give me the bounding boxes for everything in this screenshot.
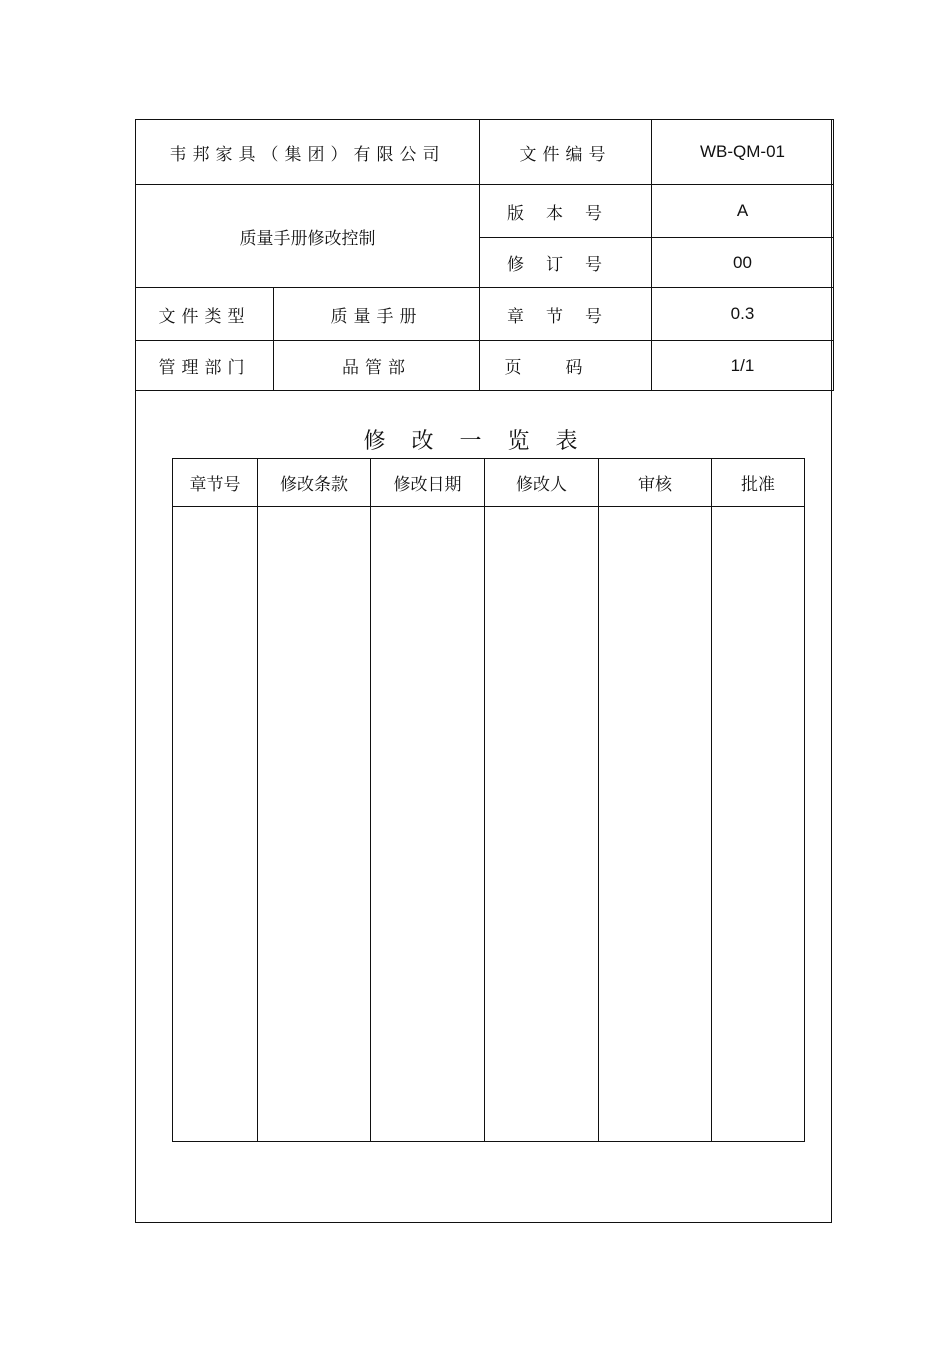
- page-value: 1/1: [652, 341, 834, 391]
- department-value: 品管部: [274, 341, 480, 391]
- revision-log-table: [172, 458, 805, 1142]
- column-header: 修改日期: [371, 459, 485, 507]
- page-label: 页码: [480, 341, 652, 391]
- doc-number-value: WB-QM-01: [652, 120, 834, 185]
- table-cell: [258, 507, 371, 1142]
- table-cell: [485, 507, 599, 1142]
- revision-label: 修订号: [480, 238, 652, 288]
- table-row: [173, 507, 805, 1142]
- column-header: 章节号: [173, 459, 258, 507]
- revision-log-title: 修改一览表: [363, 429, 604, 454]
- doc-type-label: 文件类型: [136, 288, 274, 341]
- department-label: 管理部门: [136, 341, 274, 391]
- table-cell: [371, 507, 485, 1142]
- table-cell: [599, 507, 712, 1142]
- section-label: 章节号: [480, 288, 652, 341]
- doc-number-label: 文件编号: [480, 120, 652, 185]
- table-cell: [712, 507, 805, 1142]
- section-value: 0.3: [652, 288, 834, 341]
- column-header: 审核: [599, 459, 712, 507]
- version-value: A: [652, 185, 834, 238]
- column-header: 修改条款: [258, 459, 371, 507]
- company-name: 韦邦家具（集团）有限公司: [136, 120, 480, 185]
- table-cell: [173, 507, 258, 1142]
- doc-type-value: 质量手册: [274, 288, 480, 341]
- revision-value: 00: [652, 238, 834, 288]
- document-header-table: [135, 119, 834, 391]
- column-header: 批准: [712, 459, 805, 507]
- table-header-row: [173, 459, 805, 507]
- version-label: 版本号: [480, 185, 652, 238]
- document-title: 质量手册修改控制: [136, 185, 480, 288]
- column-header: 修改人: [485, 459, 599, 507]
